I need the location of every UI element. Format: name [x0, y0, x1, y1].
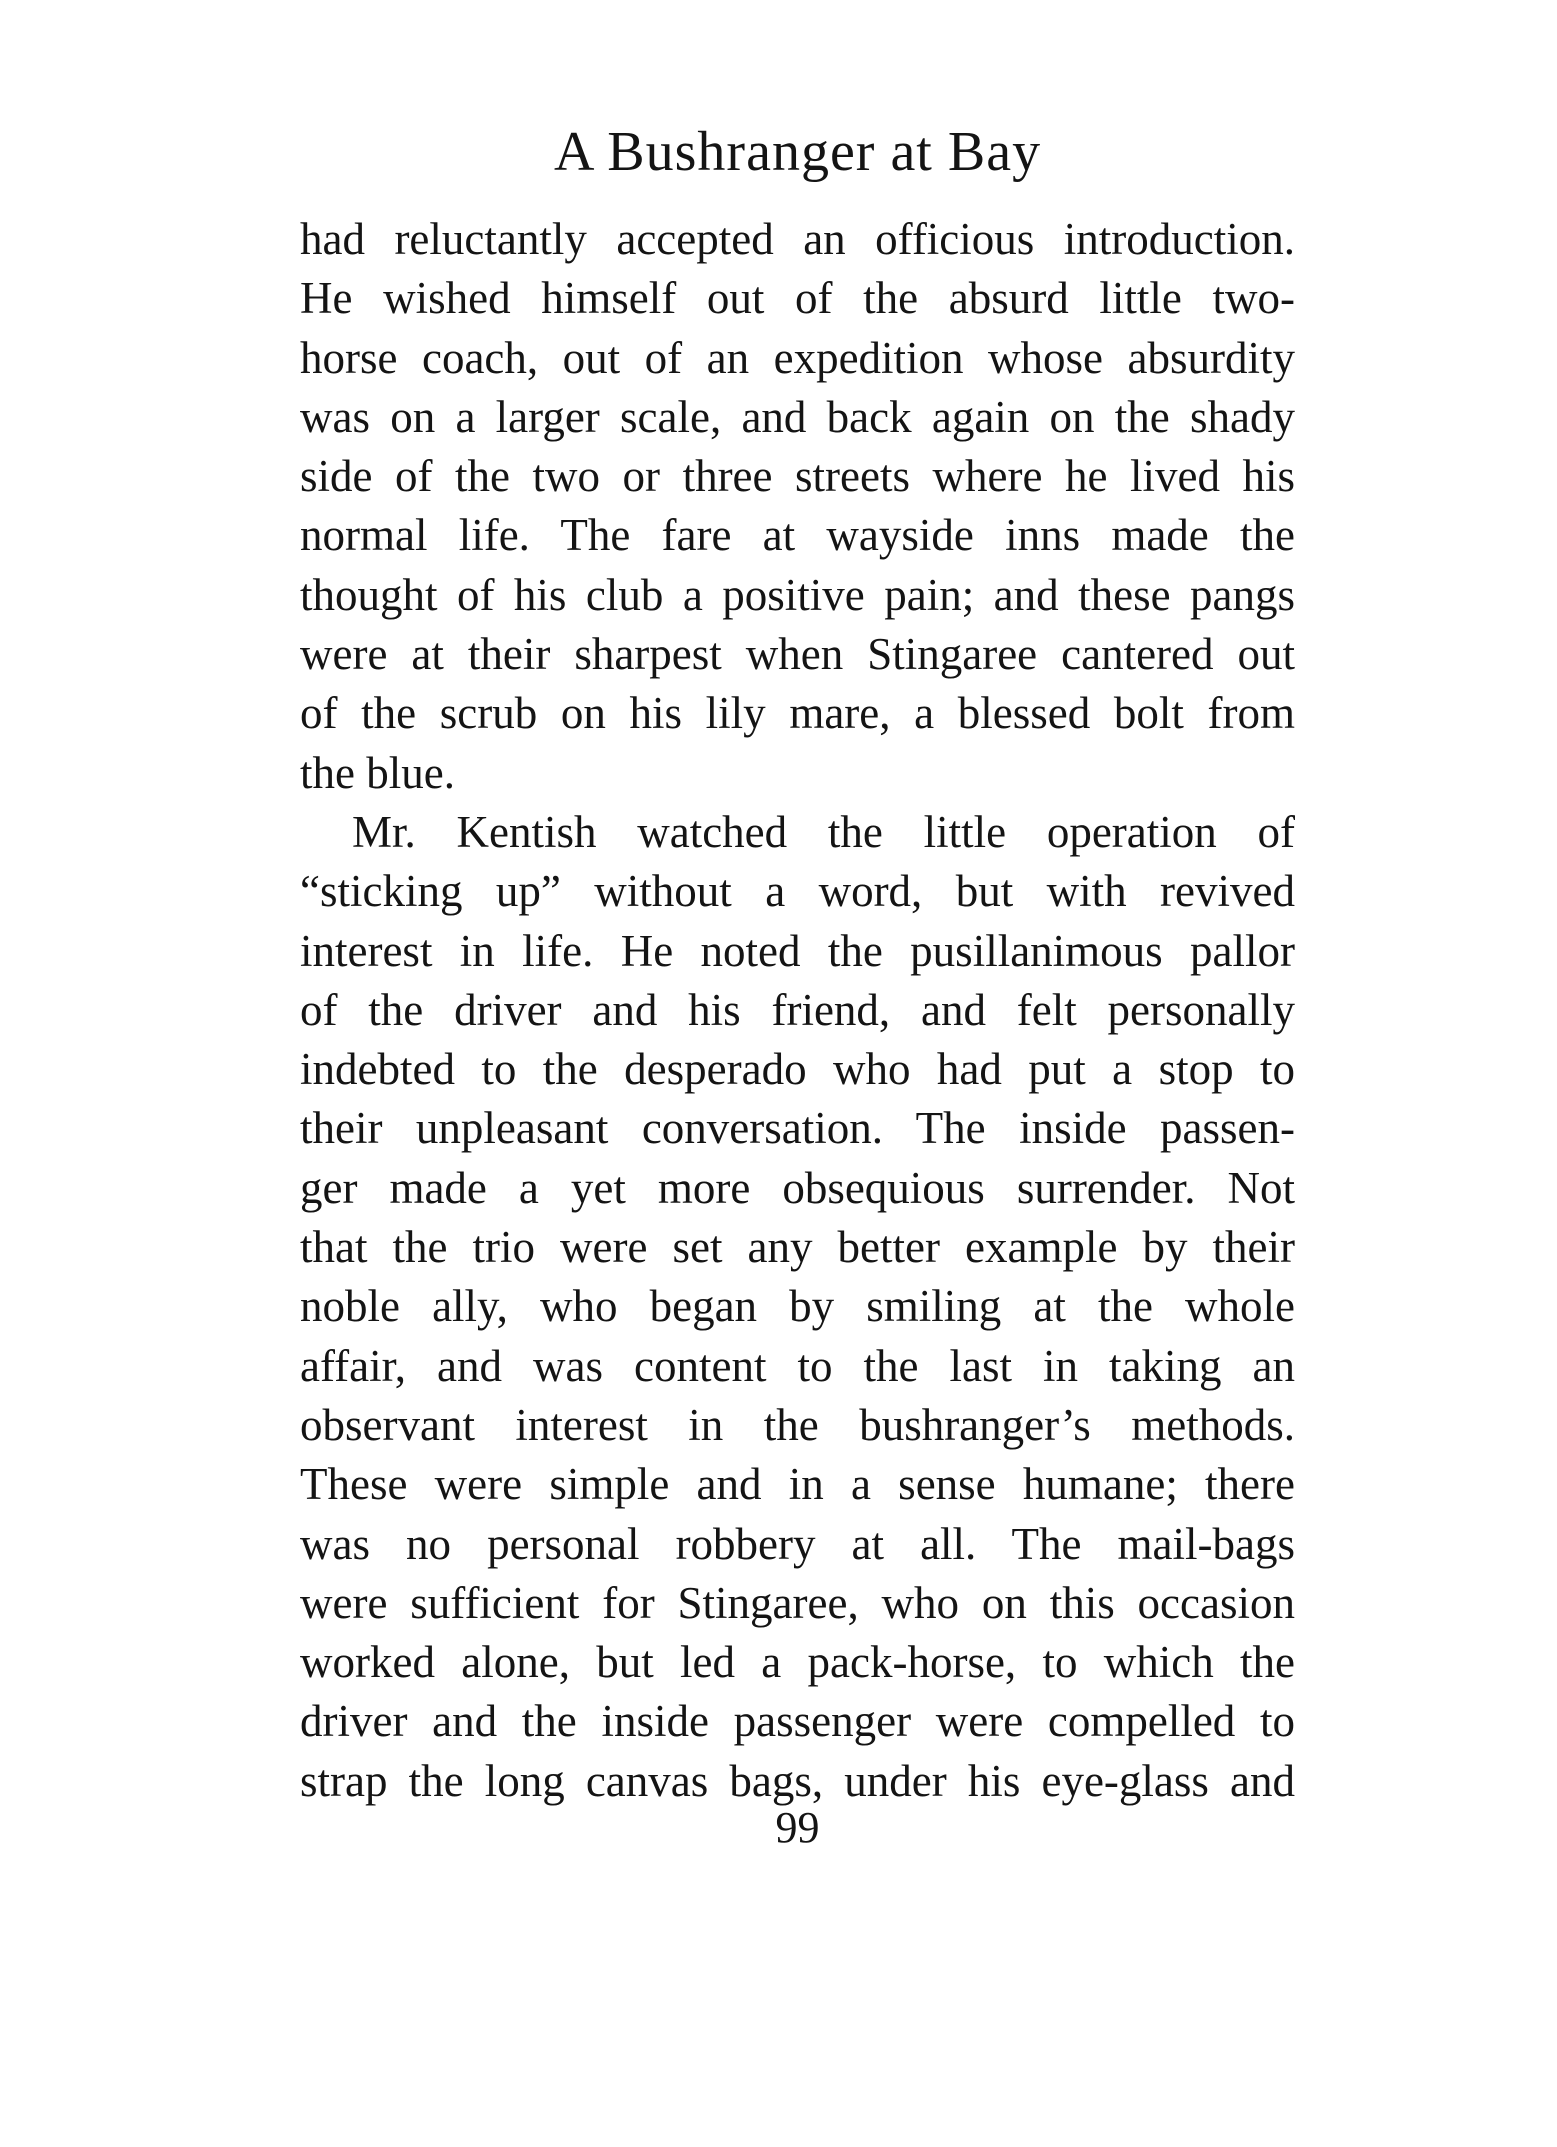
- text-line: affair, and was content to the last in taking an: [300, 1340, 1295, 1391]
- text-line: was on a larger scale, and back again on the shady: [300, 391, 1295, 442]
- paragraph-first-line: Mr. Kentish watched the little operation of: [352, 806, 1295, 857]
- page-number: 99: [775, 1803, 820, 1852]
- text-line: driver and the inside passenger were compelled to: [300, 1696, 1295, 1747]
- text-line: observant interest in the bushranger’s methods.: [300, 1399, 1295, 1450]
- text-line: were at their sharpest when Stingaree cantered out: [300, 629, 1295, 680]
- text-line: indebted to the desperado who had put a stop to: [300, 1044, 1295, 1095]
- text-line: horse coach, out of an expedition whose absurdity: [300, 332, 1295, 383]
- text-line: He wished himself out of the absurd little two-: [300, 273, 1295, 324]
- text-line: of the driver and his friend, and felt personally: [300, 984, 1295, 1035]
- text-line: were sufficient for Stingaree, who on this occasion: [300, 1577, 1295, 1628]
- running-head: A Bushranger at Bay: [553, 121, 1042, 183]
- text-line: had reluctantly accepted an officious introduction.: [300, 214, 1295, 264]
- text-line: “sticking up” without a word, but with revived: [300, 866, 1295, 917]
- text-line: worked alone, but led a pack-horse, to which the: [300, 1637, 1295, 1688]
- body-text: [300, 210, 1295, 1811]
- text-line: that the trio were set any better example by their: [300, 1222, 1295, 1273]
- text-line: interest in life. He noted the pusillanimous pallor: [300, 925, 1295, 976]
- text-line: noble ally, who began by smiling at the whole: [300, 1281, 1295, 1332]
- text-line: side of the two or three streets where he lived his: [300, 451, 1295, 502]
- text-line: was no personal robbery at all. The mail-bags: [300, 1518, 1295, 1569]
- text-line: thought of his club a positive pain; and these pangs: [300, 569, 1295, 620]
- text-line: These were simple and in a sense humane; there: [300, 1459, 1295, 1510]
- text-line: strap the long canvas bags, under his eye-glass and: [300, 1755, 1295, 1806]
- text-line: normal life. The fare at wayside inns made the: [300, 510, 1295, 561]
- text-line: their unpleasant conversation. The inside passen-: [300, 1103, 1295, 1154]
- text-line: of the scrub on his lily mare, a blessed bolt from: [300, 688, 1295, 739]
- text-line: ger made a yet more obsequious surrender. Not: [300, 1162, 1295, 1213]
- text-line: the blue.: [300, 747, 455, 798]
